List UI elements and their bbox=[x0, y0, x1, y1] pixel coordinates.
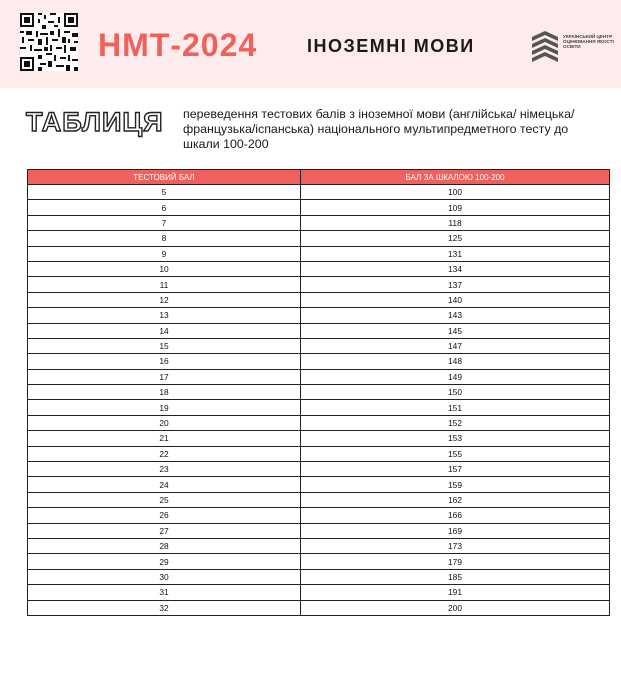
table-row bbox=[28, 462, 610, 477]
scaled-score-cell: 200 bbox=[301, 600, 610, 615]
test-score-cell: 28 bbox=[28, 538, 301, 553]
table-row bbox=[28, 585, 610, 600]
test-score-cell: 11 bbox=[28, 277, 301, 292]
scaled-score-cell: 157 bbox=[301, 462, 610, 477]
scaled-score-cell: 140 bbox=[301, 292, 610, 307]
table-row bbox=[28, 308, 610, 323]
scaled-score-cell: 137 bbox=[301, 277, 610, 292]
scaled-score-cell: 159 bbox=[301, 477, 610, 492]
test-score-cell: 10 bbox=[28, 261, 301, 276]
table-row bbox=[28, 431, 610, 446]
table-row bbox=[28, 600, 610, 615]
test-score-cell: 15 bbox=[28, 338, 301, 353]
scaled-score-cell: 147 bbox=[301, 338, 610, 353]
table-row bbox=[28, 277, 610, 292]
test-score-cell: 24 bbox=[28, 477, 301, 492]
document-description: переведення тестових балів з іноземної мови (англійська/ німецька/французька/іспанська) національного мультипредметного тесту до шкали 100-200 bbox=[183, 107, 575, 151]
table-header-row bbox=[28, 170, 610, 185]
page-header bbox=[0, 0, 621, 88]
table-row bbox=[28, 338, 610, 353]
qr-code-icon bbox=[20, 13, 78, 71]
test-score-cell: 20 bbox=[28, 415, 301, 430]
test-score-cell: 23 bbox=[28, 462, 301, 477]
scaled-score-cell: 151 bbox=[301, 400, 610, 415]
test-score-cell: 25 bbox=[28, 492, 301, 507]
column-header-scaled-score: БАЛ ЗА ШКАЛОЮ 100-200 bbox=[301, 170, 610, 185]
scaled-score-cell: 150 bbox=[301, 385, 610, 400]
table-row bbox=[28, 185, 610, 200]
table-row bbox=[28, 492, 610, 507]
scaled-score-cell: 152 bbox=[301, 415, 610, 430]
scaled-score-cell: 185 bbox=[301, 569, 610, 584]
test-score-cell: 32 bbox=[28, 600, 301, 615]
table-row bbox=[28, 554, 610, 569]
table-row bbox=[28, 323, 610, 338]
scaled-score-cell: 145 bbox=[301, 323, 610, 338]
logo-text: УКРАЇНСЬКИЙ ЦЕНТР ОЦІНЮВАННЯ ЯКОСТІ ОСВІТИ bbox=[563, 34, 614, 50]
scaled-score-cell: 173 bbox=[301, 538, 610, 553]
document-title: ТАБЛИЦЯ bbox=[26, 107, 164, 137]
scaled-score-cell: 100 bbox=[301, 185, 610, 200]
test-score-cell: 5 bbox=[28, 185, 301, 200]
scaled-score-cell: 166 bbox=[301, 508, 610, 523]
scaled-score-cell: 125 bbox=[301, 231, 610, 246]
scaled-score-cell: 162 bbox=[301, 492, 610, 507]
table-row bbox=[28, 261, 610, 276]
test-score-cell: 27 bbox=[28, 523, 301, 538]
scaled-score-cell: 179 bbox=[301, 554, 610, 569]
table-row bbox=[28, 508, 610, 523]
table-row bbox=[28, 231, 610, 246]
scaled-score-cell: 131 bbox=[301, 246, 610, 261]
test-score-cell: 19 bbox=[28, 400, 301, 415]
scaled-score-cell: 118 bbox=[301, 215, 610, 230]
table-row bbox=[28, 292, 610, 307]
table-row bbox=[28, 569, 610, 584]
test-score-cell: 22 bbox=[28, 446, 301, 461]
table-row bbox=[28, 400, 610, 415]
table-row bbox=[28, 354, 610, 369]
page-title: НМТ-2024 bbox=[98, 27, 258, 63]
test-score-cell: 17 bbox=[28, 369, 301, 384]
test-score-cell: 18 bbox=[28, 385, 301, 400]
subject-heading: ІНОЗЕМНІ МОВИ bbox=[307, 36, 475, 56]
table-row bbox=[28, 385, 610, 400]
table-row bbox=[28, 215, 610, 230]
test-score-cell: 8 bbox=[28, 231, 301, 246]
ucoe-logo bbox=[530, 29, 616, 63]
scaled-score-cell: 155 bbox=[301, 446, 610, 461]
scaled-score-cell: 143 bbox=[301, 308, 610, 323]
test-score-cell: 6 bbox=[28, 200, 301, 215]
test-score-cell: 26 bbox=[28, 508, 301, 523]
table-body bbox=[28, 185, 610, 616]
test-score-cell: 13 bbox=[28, 308, 301, 323]
score-conversion-table bbox=[27, 169, 610, 616]
test-score-cell: 12 bbox=[28, 292, 301, 307]
scaled-score-cell: 191 bbox=[301, 585, 610, 600]
test-score-cell: 7 bbox=[28, 215, 301, 230]
table-row bbox=[28, 446, 610, 461]
test-score-cell: 9 bbox=[28, 246, 301, 261]
scaled-score-cell: 148 bbox=[301, 354, 610, 369]
table-row bbox=[28, 200, 610, 215]
table-header bbox=[28, 170, 610, 185]
table-row bbox=[28, 246, 610, 261]
scaled-score-cell: 153 bbox=[301, 431, 610, 446]
table-row bbox=[28, 538, 610, 553]
scaled-score-cell: 169 bbox=[301, 523, 610, 538]
test-score-cell: 16 bbox=[28, 354, 301, 369]
scaled-score-cell: 109 bbox=[301, 200, 610, 215]
test-score-cell: 14 bbox=[28, 323, 301, 338]
logo-icon bbox=[530, 29, 560, 63]
table-row bbox=[28, 477, 610, 492]
table-row bbox=[28, 415, 610, 430]
test-score-cell: 31 bbox=[28, 585, 301, 600]
test-score-cell: 30 bbox=[28, 569, 301, 584]
column-header-test-score: ТЕСТОВИЙ БАЛ bbox=[28, 170, 301, 185]
table-row bbox=[28, 369, 610, 384]
scaled-score-cell: 134 bbox=[301, 261, 610, 276]
scaled-score-cell: 149 bbox=[301, 369, 610, 384]
test-score-cell: 21 bbox=[28, 431, 301, 446]
table-row bbox=[28, 523, 610, 538]
test-score-cell: 29 bbox=[28, 554, 301, 569]
